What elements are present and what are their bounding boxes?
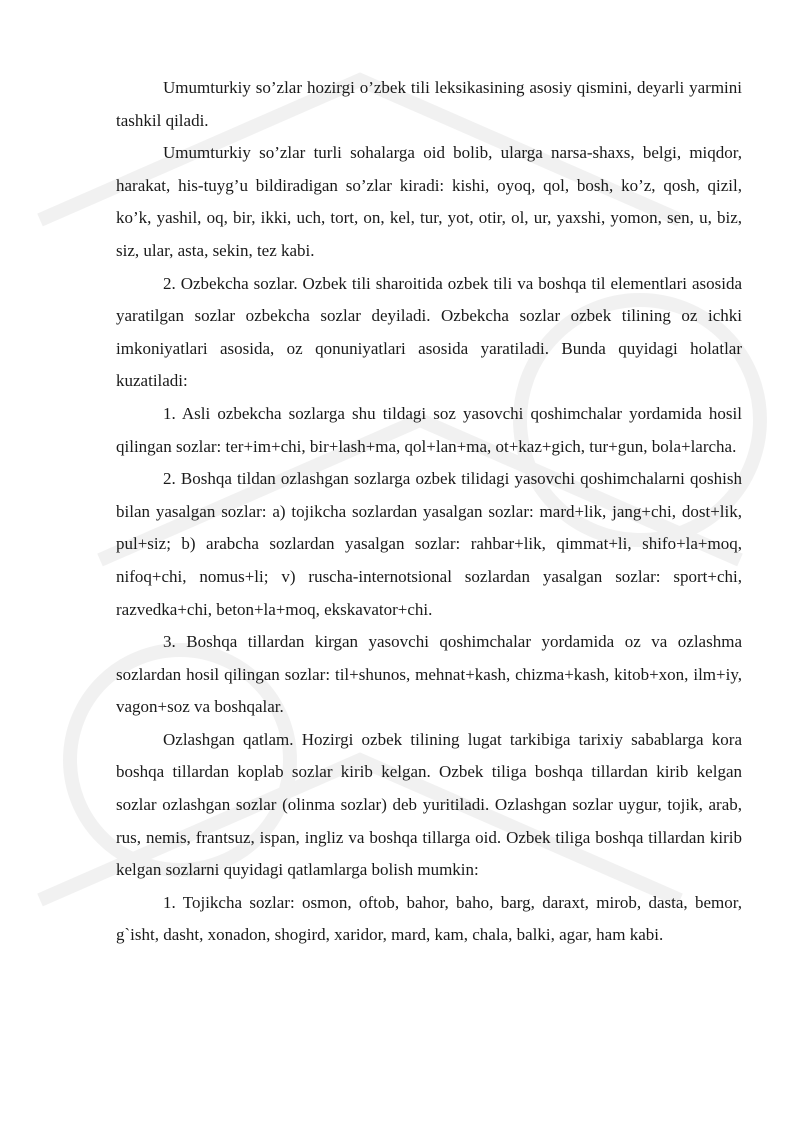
paragraph-7: Ozlashgan qatlam. Hozirgi ozbek tilining lugat tarkibiga tarixiy sabablarga kora boshqa tillardan koplab sozlar kirib kelgan. Ozbek tiliga boshqa tillardan kirib kelgan sozlar ozlashgan sozlar (olinma sozlar) deb yuritiladi. Ozlashgan sozlar uygur, tojik, arab, rus, nemis, frantsuz, ispan, ingliz va boshqa tillarga oid. Ozbek tiliga boshqa tillardan kirib kelgan sozlarni quyidagi qatlamlarga bolish mumkin: [116, 729, 742, 880]
paragraph-1: Umumturkiy so’zlar hozirgi o’zbek tili leksikasining asosiy qismini, deyarli yarmini tashkil qiladi. [116, 78, 742, 130]
paragraph-8: 1. Tojikcha sozlar: osmon, oftob, bahor, baho, barg, daraxt, mirob, dasta, bemor, g`isht, dasht, xonadon, shogird, xaridor, mard, kam, chala, balki, agar, ham kabi. [116, 892, 742, 945]
paragraph-5: 2. Boshqa tildan ozlashgan sozlarga ozbek tilidagi yasovchi qoshimchalarni qoshish bilan yasalgan sozlar: a) tojikcha sozlardan yasalgan sozlar: mard+lik, jang+chi, dost+lik, pul+siz; b) arabcha sozlardan yasalgan sozlar: rahbar+lik, qimmat+li, shifo+la+moq, nifoq+chi, nomus+li; v) ruscha-internotsional sozlardan yasalgan sozlar: sport+chi, razvedka+chi, beton+la+moq, ekskavator+chi. [116, 469, 742, 619]
paragraph-6: 3. Boshqa tillardan kirgan yasovchi qoshimchalar yordamida oz va ozlashma sozlardan hosil qilingan sozlar: til+shunos, mehnat+kash, chizma+kash, kitob+xon, ilm+iy, vagon+soz va boshqalar. [116, 632, 742, 717]
paragraph-3: 2. Ozbekcha sozlar. Ozbek tili sharoitida ozbek tili va boshqa til elementlari asosida yaratilgan sozlar ozbekcha sozlar deyiladi. Ozbekcha sozlar ozbek tilining oz ichki imkoniyatlari asosida, oz qonuniyatlari asosida yaratiladi. Bunda quyidagi holatlar kuzatiladi: [116, 273, 742, 391]
paragraph-2: Umumturkiy so’zlar turli sohalarga oid bolib, ularga narsa-shaxs, belgi, miqdor, harakat, his-tuyg’u bildiradigan so’zlar kiradi: kishi, oyoq, qol, bosh, ko’z, qosh, qizil, ko’k, yashil, oq, bir, ikki, uch, tort, on, kel, tur, yot, otir, ol, ur, yaxshi, yomon, sen, u, biz, siz, ular, asta, sekin, tez kabi. [116, 143, 742, 260]
document-page [116, 72, 742, 952]
paragraph-4: 1. Asli ozbekcha sozlarga shu tildagi soz yasovchi qoshimchalar yordamida hosil qilingan sozlar: ter+im+chi, bir+lash+ma, qol+lan+ma, ot+kaz+gich, tur+gun, bola+larcha. [116, 403, 742, 456]
